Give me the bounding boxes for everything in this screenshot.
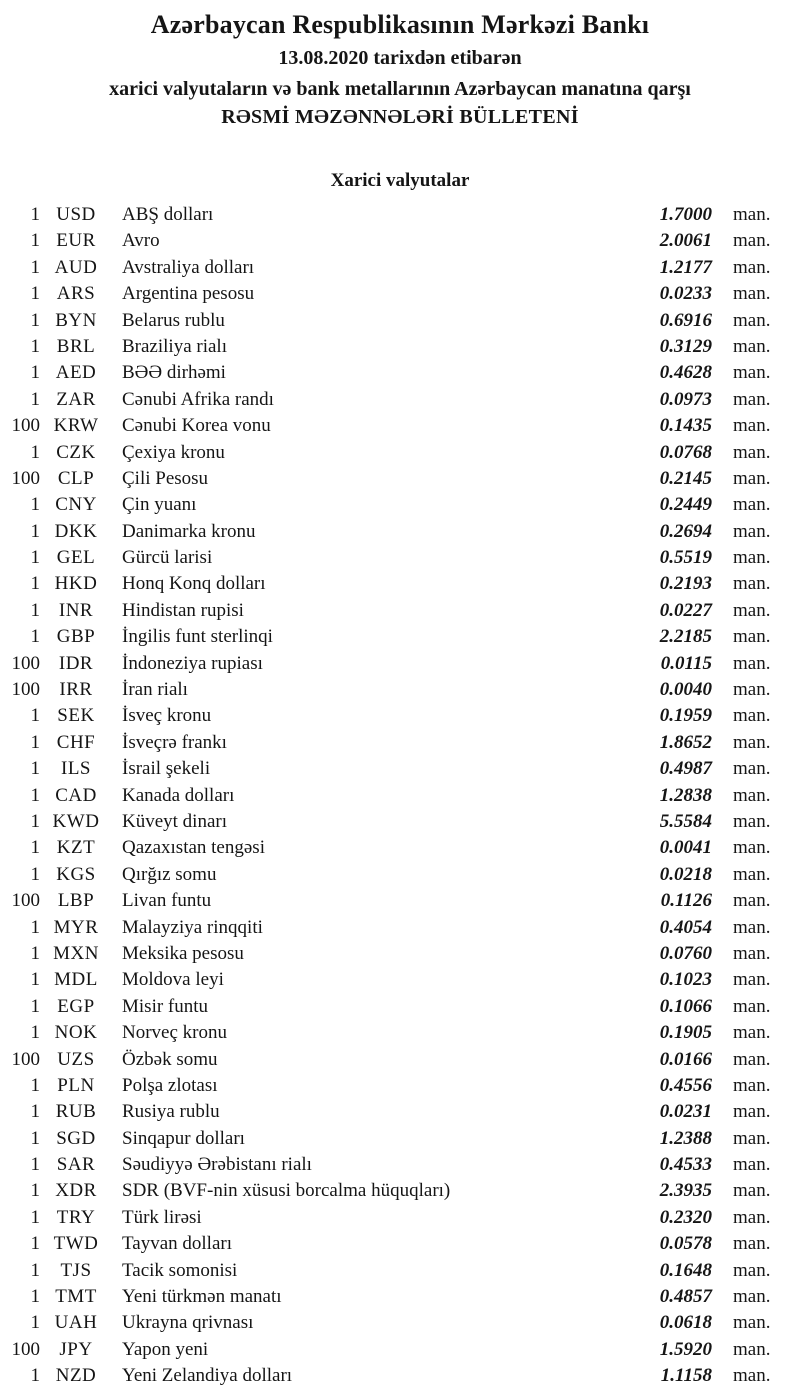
unit-label: man. [733,1180,771,1202]
table-row [0,440,800,466]
currency-name: Livan funtu [122,890,212,912]
currency-name: İngilis funt sterlinqi [122,626,273,648]
quantity-value: 1 [30,230,40,252]
rate-value: 0.4054 [659,916,712,938]
currency-name: BƏƏ dirhəmi [122,362,226,384]
currency-name: Ukrayna qrivnası [122,1312,254,1334]
table-row [0,1363,800,1389]
rate-value: 0.0166 [659,1048,712,1070]
rate-value: 0.0973 [659,388,712,410]
quantity-value: 1 [30,1154,40,1176]
unit-label: man. [733,599,771,621]
rate-value: 0.4987 [659,758,712,780]
rate-value: 1.1158 [660,1365,712,1387]
quantity-value: 1 [30,995,40,1017]
currency-code: INR [58,599,94,621]
quantity-value: 1 [30,520,40,542]
currency-code: USD [56,204,96,225]
rate-value: 0.4556 [659,1074,712,1096]
currency-name: Honq Konq dolları [122,573,266,595]
currency-name: Misir funtu [122,995,209,1017]
currency-code: SAR [56,1154,96,1176]
quantity-value: 1 [30,837,40,859]
rate-value: 2.2185 [659,626,712,648]
currency-code: EUR [56,230,96,252]
currency-code: KWD [52,810,100,832]
unit-label: man. [733,362,771,384]
currency-name: Argentina pesosu [122,283,255,305]
currency-code: CAD [55,784,97,806]
table-row [0,281,800,307]
document-header [0,0,800,131]
rate-value: 1.2388 [659,1127,712,1149]
table-row [0,1099,800,1125]
currency-name: Sinqapur dolları [122,1127,245,1149]
table-row [0,703,800,729]
rate-value: 0.0041 [659,837,712,859]
quantity-value: 100 [11,1048,40,1070]
currency-code: AUD [54,256,98,278]
unit-label: man. [733,309,771,331]
currency-code: KGS [56,863,96,885]
unit-label: man. [733,731,771,753]
unit-label: man. [733,467,771,489]
currency-code: TRY [56,1206,96,1228]
table-row [0,255,800,281]
rate-value: 5.5584 [659,810,712,832]
unit-label: man. [733,810,771,832]
rate-value: 0.1905 [659,1022,712,1044]
quantity-value: 100 [11,679,40,701]
table-row [0,466,800,492]
rate-value: 0.5519 [659,547,712,569]
rate-value: 0.1648 [659,1259,712,1281]
currency-name: Özbək somu [122,1048,218,1070]
currency-code: UAH [54,1312,98,1334]
table-row [0,519,800,545]
currency-name: Yeni Zelandiya dolları [122,1365,293,1387]
table-row [0,994,800,1020]
currency-code: CLP [57,467,95,489]
table-row [0,492,800,518]
currency-name: Malayziya rinqqiti [122,916,263,938]
unit-label: man. [733,1338,771,1360]
quantity-value: 1 [30,969,40,991]
table-row [0,598,800,624]
currency-code: NOK [54,1022,98,1044]
unit-label: man. [733,995,771,1017]
rate-value: 0.0618 [659,1312,712,1334]
currency-name: Qırğız somu [122,863,217,885]
unit-label: man. [733,573,771,595]
currency-name: Avstraliya dolları [122,256,255,278]
unit-label: man. [733,1101,771,1123]
unit-label: man. [733,679,771,701]
currency-name: Gürcü larisi [122,547,213,569]
currency-name: SDR (BVF-nin xüsusi borcalma hüquqları) [122,1180,451,1202]
currency-code: TJS [60,1259,92,1281]
currency-code: GEL [56,547,96,569]
table-row [0,783,800,809]
unit-label: man. [733,547,771,569]
rate-value: 0.3129 [659,335,712,357]
quantity-value: 1 [30,309,40,331]
currency-name: İsveçrə frankı [122,731,227,753]
unit-label: man. [733,705,771,727]
rate-value: 0.0227 [659,599,712,621]
currency-name: Hindistan rupisi [122,599,244,621]
table-row [0,545,800,571]
rates-table [0,202,800,1390]
currency-code: KZT [56,837,96,859]
quantity-value: 1 [30,758,40,780]
unit-label: man. [733,1365,771,1387]
currency-name: Braziliya rialı [122,335,227,357]
currency-name: Tayvan dolları [122,1233,232,1255]
table-row [0,1337,800,1363]
currency-name: Kanada dolları [122,784,235,806]
currency-code: BYN [55,309,97,331]
quantity-value: 1 [30,1259,40,1281]
table-row [0,202,800,228]
unit-label: man. [733,1154,771,1176]
table-row [0,1152,800,1178]
rate-value: 0.4857 [659,1286,712,1308]
currency-name: Türk lirəsi [122,1206,202,1228]
currency-name: Danimarka kronu [122,520,256,542]
rate-value: 0.0115 [660,652,712,674]
quantity-value: 1 [30,256,40,278]
quantity-value: 1 [30,863,40,885]
table-row [0,360,800,386]
quantity-value: 1 [30,204,40,225]
table-row [0,571,800,597]
currency-code: TMT [55,1286,97,1308]
currency-name: Rusiya rublu [122,1101,220,1123]
currency-code: KRW [53,415,99,437]
table-row [0,862,800,888]
unit-label: man. [733,415,771,437]
currency-name: Polşa zlotası [122,1074,218,1096]
rate-value: 0.1066 [659,995,712,1017]
rate-value: 0.2193 [659,573,712,595]
currency-code: BRL [56,335,96,357]
currency-name: Moldova leyi [122,969,224,991]
currency-name: Cənubi Afrika randı [122,388,274,410]
currency-name: Tacik somonisi [122,1259,238,1281]
quantity-value: 1 [30,1286,40,1308]
table-row [0,308,800,334]
quantity-value: 1 [30,599,40,621]
table-row [0,1205,800,1231]
table-row [0,941,800,967]
unit-label: man. [733,784,771,806]
currency-code: DKK [54,520,98,542]
currency-code: RUB [55,1101,97,1123]
currency-name: Çexiya kronu [122,441,225,463]
table-row [0,677,800,703]
currency-name: Çili Pesosu [122,467,209,489]
currency-code: ZAR [56,388,96,410]
currency-name: Avro [122,230,160,252]
quantity-value: 1 [30,731,40,753]
currency-code: LBP [57,890,95,912]
unit-label: man. [733,652,771,674]
rate-value: 0.2145 [659,467,712,489]
table-row [0,334,800,360]
table-row [0,651,800,677]
unit-label: man. [733,520,771,542]
unit-label: man. [733,1233,771,1255]
table-row [0,1126,800,1152]
table-row [0,915,800,941]
currency-code: PLN [57,1074,95,1096]
currency-name: İndoneziya rupiası [122,652,263,674]
unit-label: man. [733,283,771,305]
currency-name: Yeni türkmən manatı [122,1286,282,1308]
unit-label: man. [733,626,771,648]
currency-code: MXN [53,942,99,964]
quantity-value: 1 [30,441,40,463]
rate-value: 0.0760 [659,942,712,964]
unit-label: man. [733,1312,771,1334]
quantity-value: 100 [11,1338,40,1360]
quantity-value: 1 [30,784,40,806]
rate-value: 0.4533 [659,1154,712,1176]
quantity-value: 1 [30,547,40,569]
table-row [0,967,800,993]
currency-code: ILS [61,758,91,780]
quantity-value: 1 [30,705,40,727]
unit-label: man. [733,1074,771,1096]
quantity-value: 100 [11,890,40,912]
currency-name: İsveç kronu [122,705,212,727]
rate-value: 0.6916 [659,309,712,331]
unit-label: man. [733,863,771,885]
currency-code: CNY [55,494,97,516]
unit-label: man. [733,1286,771,1308]
table-row [0,413,800,439]
currency-code: MYR [53,916,99,938]
unit-label: man. [733,1259,771,1281]
quantity-value: 1 [30,388,40,410]
currency-name: ABŞ dolları [122,204,214,225]
currency-name: Belarus rublu [122,309,225,331]
quantity-value: 100 [11,652,40,674]
unit-label: man. [733,335,771,357]
currency-code: XDR [55,1180,97,1202]
unit-label: man. [733,388,771,410]
unit-label: man. [733,890,771,912]
rate-value: 0.1023 [659,969,712,991]
quantity-value: 1 [30,942,40,964]
currency-name: İsrail şekeli [122,758,211,780]
quantity-value: 1 [30,283,40,305]
currency-code: CHF [56,731,96,753]
table-row [0,756,800,782]
quantity-value: 100 [11,467,40,489]
currency-code: AED [55,362,97,384]
table-row [0,1310,800,1336]
table-row [0,835,800,861]
rate-value: 0.1435 [659,415,712,437]
table-row [0,624,800,650]
unit-label: man. [733,1127,771,1149]
currency-code: SEK [57,705,95,727]
quantity-value: 1 [30,1365,40,1387]
rate-value: 2.3935 [659,1180,712,1202]
rate-value: 1.7000 [659,204,712,225]
table-row [0,1047,800,1073]
currency-name: Qazaxıstan tengəsi [122,837,265,859]
unit-label: man. [733,230,771,252]
currency-name: Çin yuanı [122,494,197,516]
quantity-value: 1 [30,1180,40,1202]
unit-label: man. [733,837,771,859]
quantity-value: 1 [30,1312,40,1334]
table-row [0,1073,800,1099]
currency-code: IDR [58,652,94,674]
currency-code: ARS [56,283,96,305]
quantity-value: 1 [30,1022,40,1044]
currency-code: JPY [59,1338,93,1360]
rate-value: 0.1126 [660,890,712,912]
currency-code: HKD [54,573,98,595]
currency-name: Norveç kronu [122,1022,227,1044]
table-row [0,387,800,413]
currency-code: TWD [53,1233,99,1255]
unit-label: man. [733,942,771,964]
currency-name: Meksika pesosu [122,942,244,964]
currency-name: Küveyt dinarı [122,810,228,832]
rate-value: 0.0768 [659,441,712,463]
table-row [0,228,800,254]
rate-value: 0.0231 [659,1101,712,1123]
quantity-value: 1 [30,626,40,648]
currency-code: IRR [59,679,93,701]
quantity-value: 1 [30,1233,40,1255]
effective-date-line: 13.08.2020 tarixdən etibarən [278,47,522,69]
currency-code: SGD [56,1127,96,1149]
quantity-value: 1 [30,1127,40,1149]
rate-value: 1.5920 [659,1338,712,1360]
rate-value: 0.2449 [659,494,712,516]
unit-label: man. [733,204,771,225]
quantity-value: 1 [30,335,40,357]
quantity-value: 1 [30,810,40,832]
rate-value: 1.8652 [659,731,712,753]
quantity-value: 1 [30,1206,40,1228]
currency-code: MDL [54,969,98,991]
rate-value: 2.0061 [659,230,712,252]
currency-name: Cənubi Korea vonu [122,415,271,437]
rate-value: 0.0218 [659,863,712,885]
quantity-value: 100 [11,415,40,437]
rate-value: 0.0040 [659,679,712,701]
unit-label: man. [733,441,771,463]
table-row [0,1258,800,1284]
rate-value: 0.0233 [659,283,712,305]
rate-value: 1.2838 [659,784,712,806]
currency-name: Səudiyyə Ərəbistanı rialı [122,1154,312,1176]
table-row [0,1020,800,1046]
table-row [0,1178,800,1204]
unit-label: man. [733,256,771,278]
rate-value: 0.1959 [659,705,712,727]
table-row [0,730,800,756]
quantity-value: 1 [30,494,40,516]
currency-code: NZD [55,1365,97,1387]
quantity-value: 1 [30,1101,40,1123]
rate-value: 1.2177 [659,256,712,278]
rate-value: 0.0578 [659,1233,712,1255]
rate-value: 0.2320 [659,1206,712,1228]
unit-label: man. [733,1206,771,1228]
quantity-value: 1 [30,362,40,384]
currency-code: EGP [57,995,95,1017]
quantity-value: 1 [30,1074,40,1096]
currency-code: GBP [56,626,96,648]
currency-code: UZS [57,1048,95,1070]
subtitle-line: xarici valyutaların və bank metallarının Azərbaycan manatına qarşı [109,78,691,100]
bank-name-title: Azərbaycan Respublikasının Mərkəzi Bankı [150,10,650,39]
unit-label: man. [733,494,771,516]
currency-name: Yapon yeni [122,1338,209,1360]
section-title-foreign-currencies: Xarici valyutalar [330,170,470,191]
currency-name: İran rialı [122,679,188,701]
rate-value: 0.4628 [659,362,712,384]
table-row [0,1231,800,1257]
unit-label: man. [733,916,771,938]
unit-label: man. [733,1048,771,1070]
currency-code: CZK [56,441,96,463]
quantity-value: 1 [30,916,40,938]
bulletin-title: RƏSMİ MƏZƏNNƏLƏRİ BÜLLETENİ [221,106,579,128]
table-row [0,809,800,835]
table-row [0,888,800,914]
quantity-value: 1 [30,573,40,595]
unit-label: man. [733,969,771,991]
unit-label: man. [733,758,771,780]
unit-label: man. [733,1022,771,1044]
table-row [0,1284,800,1310]
rate-value: 0.2694 [659,520,712,542]
